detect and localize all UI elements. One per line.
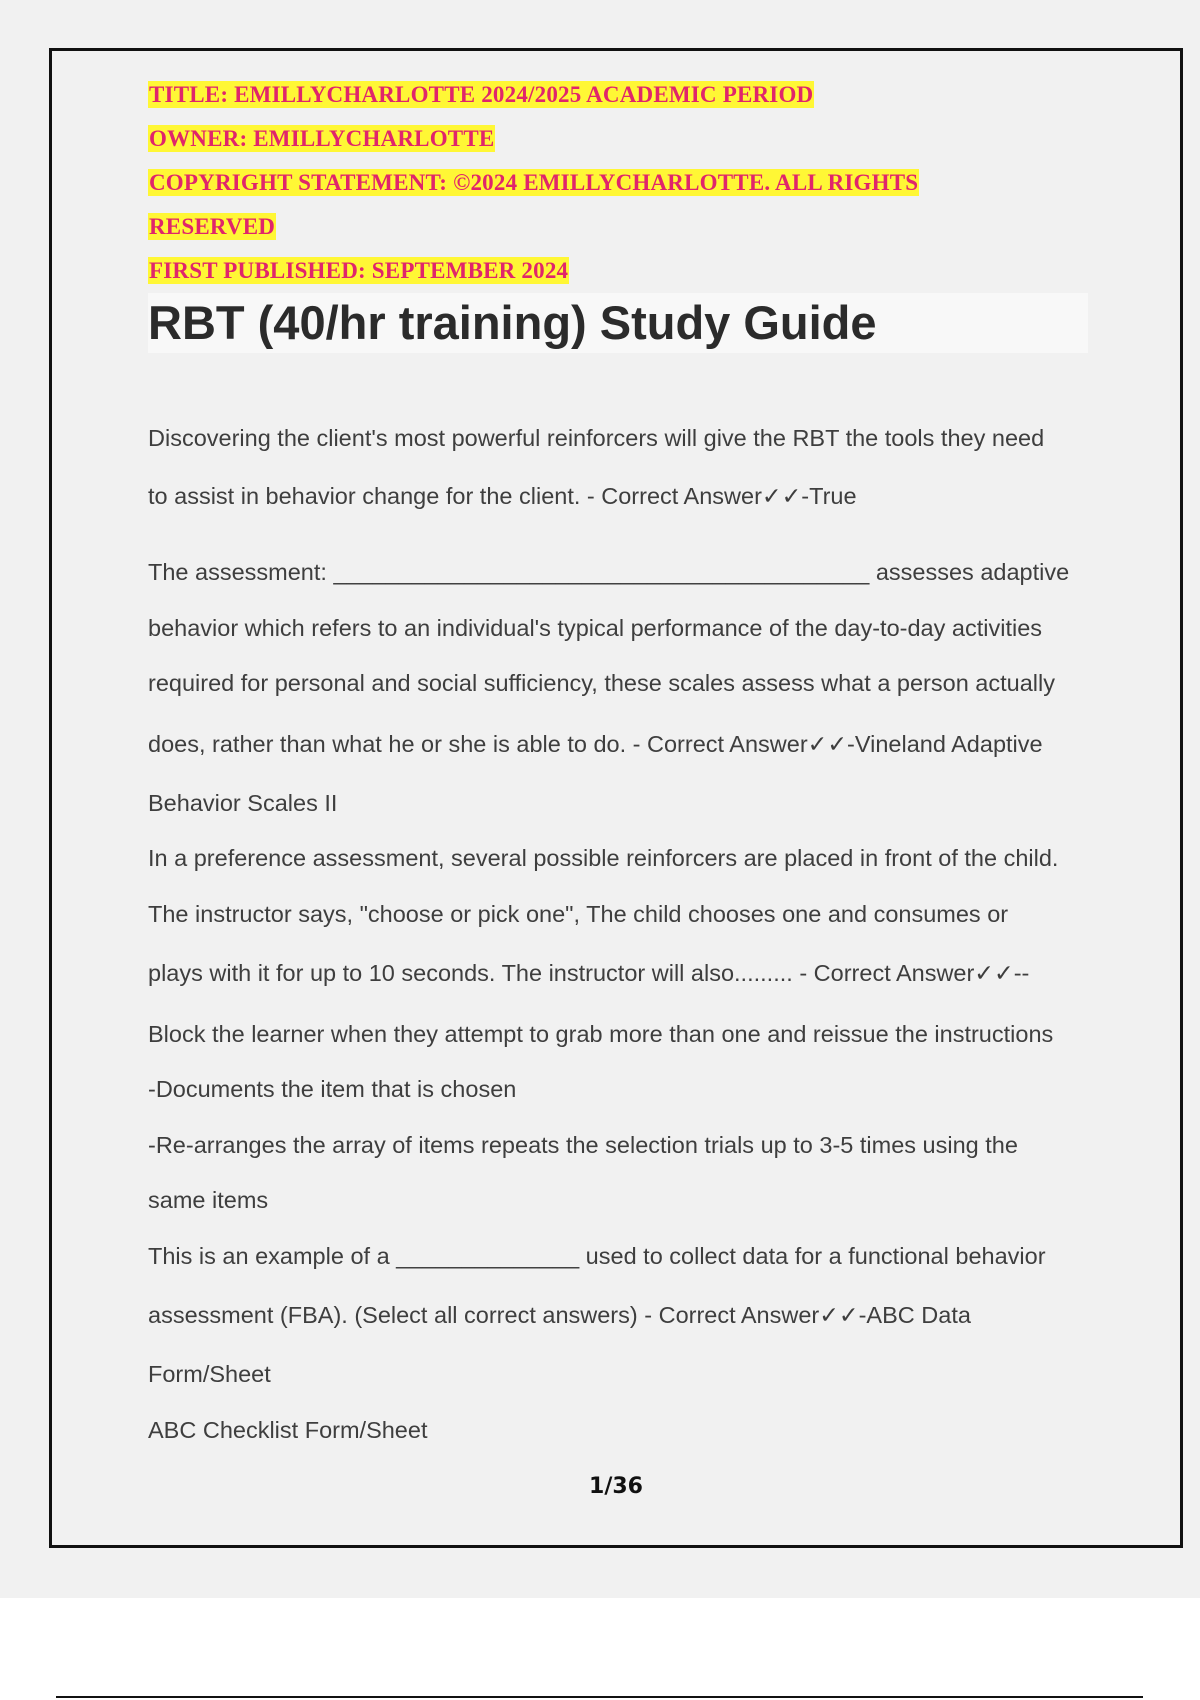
meta-title-line	[148, 73, 1028, 117]
body-line: Discovering the client's most powerful reinforcers will give the RBT the tools they need	[148, 425, 1045, 451]
body-line: -Documents the item that is chosen	[148, 1076, 517, 1102]
meta-published-line	[148, 249, 1028, 293]
meta-owner-line	[148, 117, 1028, 161]
body-line: Behavior Scales II	[148, 790, 338, 816]
body-line: This is an example of a ______________ used to collect data for a functional behavior	[148, 1243, 1046, 1269]
meta-copyright-text-2: RESERVED	[149, 214, 276, 239]
body-line: does, rather than what he or she is able to do. - Correct Answer✓✓-Vineland Adaptive	[148, 731, 1043, 757]
body-line: same items	[148, 1187, 269, 1213]
next-page-top-border	[56, 1696, 1143, 1698]
body-line: Form/Sheet	[148, 1361, 271, 1387]
meta-owner-text: OWNER: EMILLYCHARLOTTE	[149, 126, 495, 151]
body-line: -Re-arranges the array of items repeats the selection trials up to 3-5 times using the	[148, 1132, 1018, 1158]
body-line: In a preference assessment, several possible reinforcers are placed in front of the child.	[148, 845, 1059, 871]
body-line: required for personal and social sufficiency, these scales assess what a person actually	[148, 670, 1055, 696]
meta-title-text: TITLE: EMILLYCHARLOTTE 2024/2025 ACADEMIC PERIOD	[149, 82, 814, 107]
body-line: assessment (FBA). (Select all correct answers) - Correct Answer✓✓-ABC Data	[148, 1302, 971, 1328]
body-line: behavior which refers to an individual's typical performance of the day-to-day activities	[148, 615, 1043, 641]
body-line: to assist in behavior change for the client. - Correct Answer✓✓-True	[148, 483, 857, 509]
body-line: Block the learner when they attempt to grab more than one and reissue the instructions	[148, 1021, 1054, 1047]
meta-copyright-line	[148, 161, 1028, 205]
meta-copyright-line-2	[148, 205, 1028, 249]
body-line: plays with it for up to 10 seconds. The instructor will also......... - Correct Answer✓✓--	[148, 960, 1030, 986]
body-line: The instructor says, "choose or pick one", The child chooses one and consumes or	[148, 901, 1009, 927]
meta-copyright-text: COPYRIGHT STATEMENT: ©2024 EMILLYCHARLOTTE. ALL RIGHTS	[149, 170, 919, 195]
page-number: 1/36	[589, 1474, 643, 1499]
meta-published-text: FIRST PUBLISHED: SEPTEMBER 2024	[149, 258, 569, 283]
body-line: The assessment: _________________________________________ assesses adaptive	[148, 559, 1070, 585]
body-line: ABC Checklist Form/Sheet	[148, 1417, 428, 1443]
metadata-block	[148, 73, 1028, 293]
document-title: RBT (40/hr training) Study Guide	[148, 293, 1088, 353]
document-page	[49, 48, 1183, 1548]
